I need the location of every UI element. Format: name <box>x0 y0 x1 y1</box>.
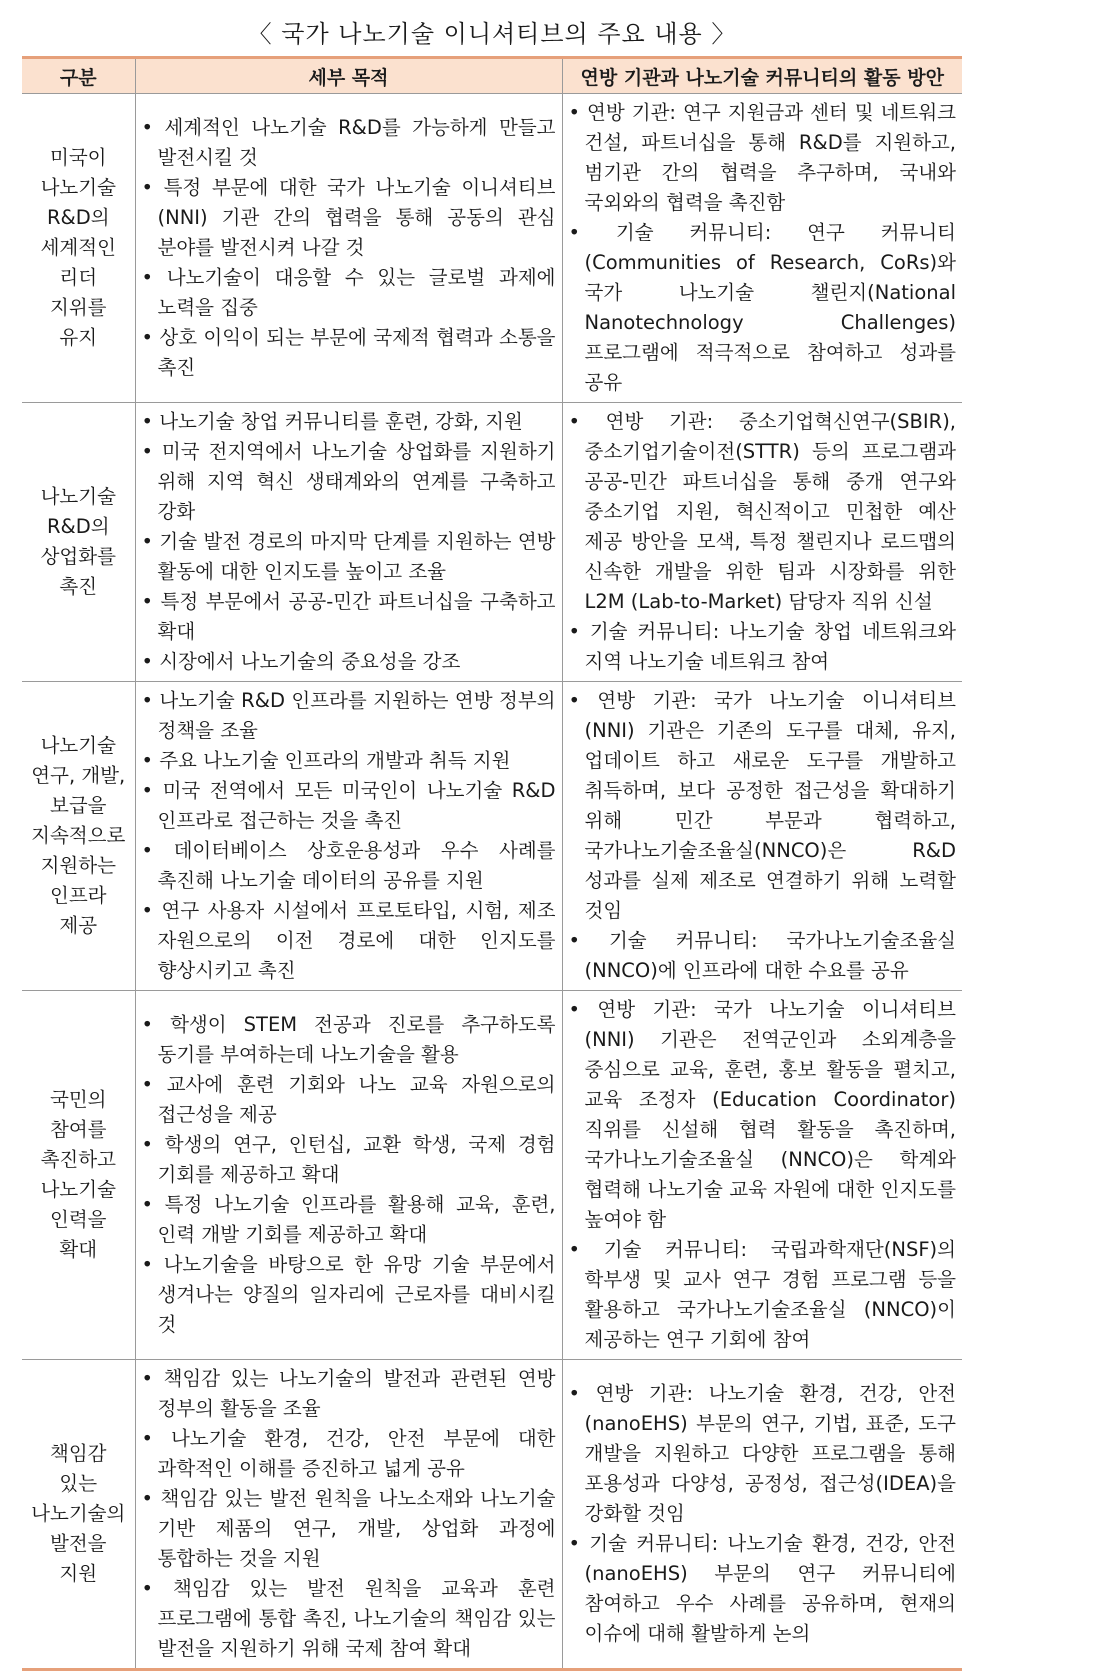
purpose-item: • 나노기술 환경, 건강, 안전 부문에 대한 과학적인 이해를 증진하고 넓게 공유 <box>142 1424 556 1484</box>
category-label: 나노기술 연구, 개발, 보급을 지속적으로 지원하는 인프라 제공 <box>31 734 126 937</box>
table-row <box>22 991 962 1360</box>
purpose-item: • 나노기술을 바탕으로 한 유망 기술 부문에서 생겨나는 양질의 일자리에 근로자를 대비시킬 것 <box>142 1250 556 1340</box>
activity-cell <box>562 682 962 991</box>
purpose-item: • 연구 사용자 시설에서 프로토타입, 시험, 제조 자원으로의 이전 경로에 대한 인지도를 향상시키고 촉진 <box>142 896 556 986</box>
activity-cell <box>562 94 962 403</box>
purpose-item: • 책임감 있는 발전 원칙을 나노소재와 나노기술 기반 제품의 연구, 개발, 상업화 과정에 통합하는 것을 지원 <box>142 1484 556 1574</box>
purpose-item: • 나노기술 R&D 인프라를 지원하는 연방 정부의 정책을 조율 <box>142 686 556 746</box>
purpose-cell <box>135 1360 562 1670</box>
activity-list <box>569 98 957 398</box>
purpose-item: • 나노기술 창업 커뮤니티를 훈련, 강화, 지원 <box>142 407 556 437</box>
purpose-item: • 미국 전지역에서 나노기술 상업화를 지원하기 위해 지역 혁신 생태계와의 연계를 구축하고 강화 <box>142 437 556 527</box>
header-row <box>22 58 962 94</box>
purpose-item: • 특정 나노기술 인프라를 활용해 교육, 훈련, 인력 개발 기회를 제공하고 확대 <box>142 1190 556 1250</box>
purpose-item: • 학생이 STEM 전공과 진로를 추구하도록 동기를 부여하는데 나노기술을 활용 <box>142 1010 556 1070</box>
category-cell <box>22 682 135 991</box>
activity-item: • 연방 기관: 연구 지원금과 센터 및 네트워크 건설, 파트너십을 통해 R&D를 지원하고, 범기관 간의 협력을 추구하며, 국내와 국외와의 협력을 촉진함 <box>569 98 957 218</box>
purpose-item: • 주요 나노기술 인프라의 개발과 취득 지원 <box>142 746 556 776</box>
purpose-cell <box>135 403 562 682</box>
header-activities: 연방 기관과 나노기술 커뮤니티의 활동 방안 <box>562 58 962 94</box>
purpose-item: • 특정 부문에서 공공-민간 파트너십을 구축하고 확대 <box>142 587 556 647</box>
activity-item: • 기술 커뮤니티: 국가나노기술조율실 (NNCO)에 인프라에 대한 수요를 공유 <box>569 926 957 986</box>
activity-item: • 기술 커뮤니티: 국립과학재단(NSF)의 학부생 및 교사 연구 경험 프로그램 등을 활용하고 국가나노기술조율실 (NNCO)이 제공하는 연구 기회에 참여 <box>569 1235 957 1355</box>
activity-item: • 연방 기관: 중소기업혁신연구(SBIR), 중소기업기술이전(STTR) 등의 프로그램과 공공-민간 파트너십을 통해 중개 연구와 중소기업 지원, 혁신적이고 민첩한 예산 제공 방안을 모색, 특정 챌린지나 로드맵의 신속한 개발을 위한 팀과 시장화를 위한 L2M (Lab-to-Market) 담당자 직위 신설 <box>569 407 957 617</box>
activity-list <box>569 686 957 986</box>
activity-list <box>569 1379 957 1649</box>
activity-item: • 기술 커뮤니티: 나노기술 창업 네트워크와 지역 나노기술 네트워크 참여 <box>569 617 957 677</box>
category-label: 나노기술 R&D의 상업화를 촉진 <box>40 485 116 598</box>
header-category: 구분 <box>22 58 135 94</box>
nni-table <box>22 56 962 1671</box>
activity-item: • 기술 커뮤니티: 연구 커뮤니티(Communities of Research, CoRs)와 국가 나노기술 챌린지(National Nanotechnology Challenges) 프로그램에 적극적으로 참여하고 성과를 공유 <box>569 218 957 398</box>
purpose-list <box>142 1010 556 1340</box>
activity-cell <box>562 403 962 682</box>
purpose-item: • 기술 발전 경로의 마지막 단계를 지원하는 연방 활동에 대한 인지도를 높이고 조율 <box>142 527 556 587</box>
purpose-item: • 세계적인 나노기술 R&D를 가능하게 만들고 발전시킬 것 <box>142 113 556 173</box>
activity-list <box>569 407 957 677</box>
header-purpose: 세부 목적 <box>135 58 562 94</box>
table-row <box>22 94 962 403</box>
activity-item: • 연방 기관: 국가 나노기술 이니셔티브 (NNI) 기관은 기존의 도구를 대체, 유지, 업데이트 하고 새로운 도구를 개발하고 취득하며, 보다 공정한 접근성을 확대하기 위해 민간 부문과 협력하고, 국가나노기술조율실(NNCO)은 R&D 성과를 실제 제조로 연결하기 위해 노력할 것임 <box>569 686 957 926</box>
purpose-item: • 시장에서 나노기술의 중요성을 강조 <box>142 647 556 677</box>
purpose-list <box>142 407 556 677</box>
purpose-item: • 책임감 있는 발전 원칙을 교육과 훈련 프로그램에 통합 촉진, 나노기술의 책임감 있는 발전을 지원하기 위해 국제 참여 확대 <box>142 1574 556 1664</box>
category-cell <box>22 991 135 1360</box>
table-row <box>22 1360 962 1670</box>
page-title: 〈 국가 나노기술 이니셔티브의 주요 내용 〉 <box>247 20 737 48</box>
purpose-item: • 특정 부문에 대한 국가 나노기술 이니셔티브 (NNI) 기관 간의 협력을 통해 공동의 관심 분야를 발전시켜 나갈 것 <box>142 173 556 263</box>
activity-cell <box>562 1360 962 1670</box>
category-label: 미국이 나노기술 R&D의 세계적인 리더 지위를 유지 <box>40 146 116 349</box>
table-row <box>22 403 962 682</box>
purpose-item: • 미국 전역에서 모든 미국인이 나노기술 R&D 인프라로 접근하는 것을 촉진 <box>142 776 556 836</box>
activity-item: • 연방 기관: 국가 나노기술 이니셔티브 (NNI) 기관은 전역군인과 소외계층을 중심으로 교육, 훈련, 홍보 활동을 펼치고, 교육 조정자 (Education Coordinator)직위를 신설해 협력 활동을 촉진하며, 국가나노기술조율실 (NNCO)은 학계와 협력해 나노기술 교육 자원에 대한 인지도를 높여야 함 <box>569 995 957 1235</box>
table-row <box>22 682 962 991</box>
category-label: 국민의 참여를 촉진하고 나노기술 인력을 확대 <box>40 1088 116 1261</box>
activity-cell <box>562 991 962 1360</box>
purpose-item: • 교사에 훈련 기회와 나노 교육 자원으로의 접근성을 제공 <box>142 1070 556 1130</box>
purpose-item: • 나노기술이 대응할 수 있는 글로벌 과제에 노력을 집중 <box>142 263 556 323</box>
purpose-item: • 데이터베이스 상호운용성과 우수 사례를 촉진해 나노기술 데이터의 공유를 지원 <box>142 836 556 896</box>
purpose-list <box>142 1364 556 1664</box>
activity-item: • 기술 커뮤니티: 나노기술 환경, 건강, 안전 (nanoEHS) 부문의 연구 커뮤니티에 참여하고 우수 사례를 공유하며, 현재의 이슈에 대해 활발하게 논의 <box>569 1529 957 1649</box>
purpose-list <box>142 113 556 383</box>
purpose-cell <box>135 682 562 991</box>
purpose-item: • 책임감 있는 나노기술의 발전과 관련된 연방 정부의 활동을 조율 <box>142 1364 556 1424</box>
purpose-item: • 상호 이익이 되는 부문에 국제적 협력과 소통을 촉진 <box>142 323 556 383</box>
purpose-list <box>142 686 556 986</box>
category-cell <box>22 403 135 682</box>
purpose-cell <box>135 94 562 403</box>
activity-item: • 연방 기관: 나노기술 환경, 건강, 안전 (nanoEHS) 부문의 연구, 기법, 표준, 도구 개발을 지원하고 다양한 프로그램을 통해 포용성과 다양성, 공정성, 접근성(IDEA)을 강화할 것임 <box>569 1379 957 1529</box>
activity-list <box>569 995 957 1355</box>
purpose-item: • 학생의 연구, 인턴십, 교환 학생, 국제 경험 기회를 제공하고 확대 <box>142 1130 556 1190</box>
purpose-cell <box>135 991 562 1360</box>
category-label: 책임감 있는 나노기술의 발전을 지원 <box>31 1442 126 1585</box>
category-cell <box>22 1360 135 1670</box>
category-cell <box>22 94 135 403</box>
